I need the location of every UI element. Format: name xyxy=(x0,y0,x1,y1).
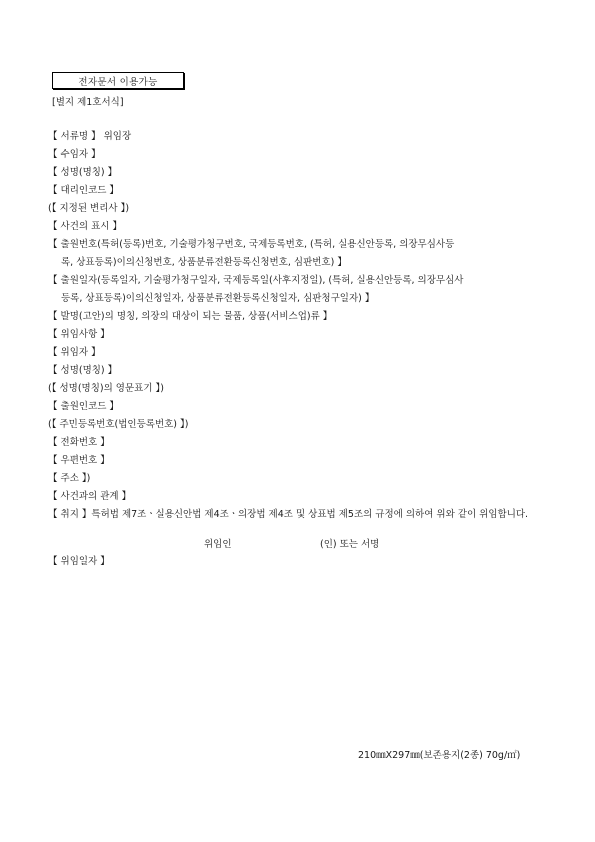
field-invention-name: 【 발명(고안)의 명칭, 의장의 대상이 되는 물품, 상품(서비스업)류 】 xyxy=(48,311,333,322)
field-application-date: 【 출원일자(등록일자, 기술평가청구일자, 국제등록일(사후지정일), (특허, 실용신안등록, 의장무심사 xyxy=(48,275,464,286)
signer-label: 위임인 xyxy=(204,539,232,550)
field-address: 【 주소 】) xyxy=(48,473,91,484)
field-application-number-continued: 록, 상표등록)이의신청번호, 상품분류전환등록신청번호, 심판번호) 】 xyxy=(61,257,347,268)
field-applicant-code: 【 출원인코드 】 xyxy=(48,401,119,412)
field-application-number: 【 출원번호(특허(등록)번호, 기술평가청구번호, 국제등록번호, (특허, 실용신안등록, 의장무심사등 xyxy=(48,239,455,250)
field-delegator-name: 【 성명(명칭) 】 xyxy=(48,365,118,376)
form-number: [별지 제1호서식] xyxy=(52,97,124,108)
field-case-relation: 【 사건과의 관계 】 xyxy=(48,491,132,502)
field-doc-name: 【 서류명 】 위임장 xyxy=(48,131,132,142)
field-delegatee-name: 【 성명(명칭) 】 xyxy=(48,167,118,178)
e-document-usage-label xyxy=(52,72,184,89)
field-phone-number: 【 전화번호 】 xyxy=(48,437,110,448)
usage-label-text: 전자문서 이용가능 xyxy=(78,76,158,88)
signature-line xyxy=(0,536,595,552)
field-english-name: (【 성명(명칭)의 영문표기 】) xyxy=(48,383,164,394)
seal-or-signature-label: (인) 또는 서명 xyxy=(320,539,380,550)
delegation-date-field: 【 위임일자 】 xyxy=(48,556,110,567)
field-delegatee: 【 수임자 】 xyxy=(48,149,101,160)
field-delegated-matters: 【 위임사항 】 xyxy=(48,329,110,340)
field-resident-number: (【 주민등록번호(법인등록번호) 】) xyxy=(48,419,189,430)
field-delegator: 【 위임자 】 xyxy=(48,347,101,358)
field-purpose: 【 취지 】특허법 제7조ㆍ실용신안법 제4조ㆍ의장법 제4조 및 상표법 제5조의 규정에 의하여 위와 같이 위임합니다. xyxy=(48,509,529,520)
field-case-indication: 【 사건의 표시 】 xyxy=(48,221,122,232)
field-agent-code: 【 대리인코드 】 xyxy=(48,185,119,196)
field-application-date-continued: 등록, 상표등록)이의신청일자, 상품분류전환등록신청일자, 심판청구일자) 】 xyxy=(61,293,375,304)
field-postal-code: 【 우편번호 】 xyxy=(48,455,110,466)
field-designated-attorney: (【 지정된 변리사 】) xyxy=(48,203,130,214)
form-field-list xyxy=(48,128,553,524)
paper-spec-footer: 210㎜X297㎜(보존용지(2종) 70g/㎡) xyxy=(358,750,521,761)
